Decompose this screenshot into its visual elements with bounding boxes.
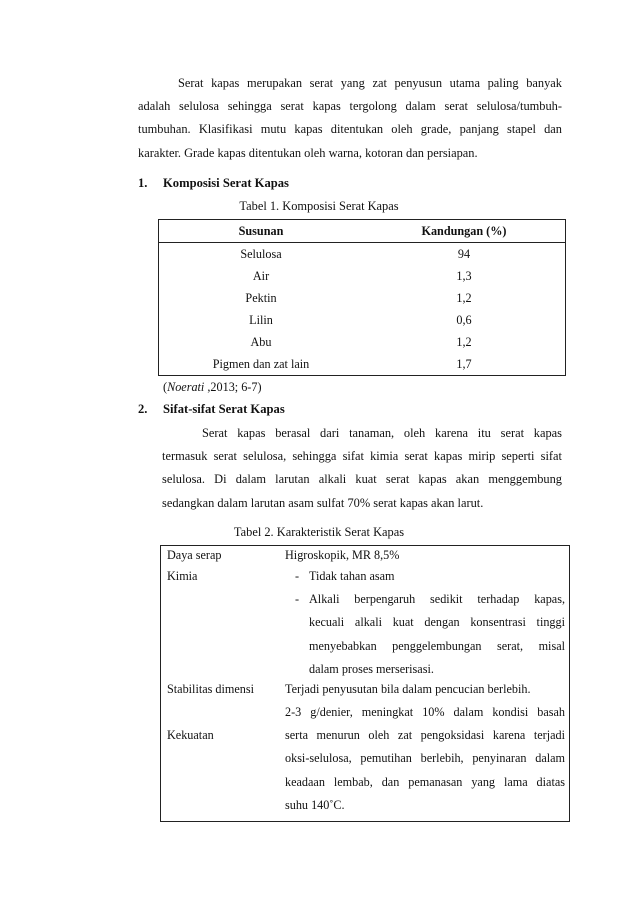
table-1-source — [163, 380, 262, 395]
cell-susunan: Air — [252, 268, 270, 283]
table-row — [159, 309, 566, 331]
cell-kandungan: 1,2 — [456, 334, 472, 349]
cell-susunan: Pigmen dan zat lain — [212, 356, 310, 371]
table-row — [159, 353, 566, 376]
table-row — [159, 287, 566, 309]
para-line: selulosa. Di dalam larutan alkali kuat serat kapas akan menggembung — [162, 472, 562, 487]
para-line: termasuk serat selulosa, sehingga sifat kimia serat kapas mirip seperti sifat — [162, 449, 562, 464]
cell-susunan: Selulosa — [240, 246, 282, 261]
para-line: sedangkan dalam larutan asam sulfat 70% serat kapas akan larut. — [162, 495, 484, 510]
para-line: Serat kapas berasal dari tanaman, oleh karena itu serat kapas — [202, 426, 562, 440]
table-1-caption: Tabel 1. Komposisi Serat Kapas — [239, 199, 399, 213]
intro-line: adalah selulosa sehingga serat kapas tergolong dalam serat selulosa/tumbuh- — [138, 99, 562, 114]
table-row — [159, 243, 566, 266]
composition-table — [158, 219, 566, 376]
section-title: Komposisi Serat Kapas — [163, 176, 289, 190]
cell-kandungan: 1,7 — [456, 356, 472, 371]
section-1-heading — [138, 176, 289, 191]
value-stabilitas: Terjadi penyusutan bila dalam pencucian berlebih. — [285, 682, 531, 696]
table-header-row — [159, 220, 566, 243]
section-number: 1. — [138, 176, 148, 190]
label-stabilitas: Stabilitas dimensi — [167, 682, 255, 696]
characteristics-table — [160, 545, 570, 822]
header-susunan: Susunan — [159, 220, 364, 243]
source-open: ( — [163, 380, 168, 394]
properties-paragraph — [162, 422, 562, 515]
cell-kandungan: 1,3 — [456, 268, 472, 283]
intro-line: Serat kapas merupakan serat yang zat penyusun utama paling banyak — [178, 76, 562, 90]
section-2-heading — [138, 402, 285, 417]
intro-paragraph — [138, 72, 562, 165]
header-kandungan: Kandungan (%) — [363, 220, 566, 243]
table-2-caption: Tabel 2. Karakteristik Serat Kapas — [233, 525, 405, 539]
cell-kandungan: 94 — [457, 246, 471, 261]
source-author: Noerati — [167, 380, 205, 394]
intro-line: karakter. Grade kapas ditentukan oleh warna, kotoran dan persiapan. — [138, 145, 478, 160]
label-kekuatan: Kekuatan — [167, 728, 214, 742]
cell-kandungan: 0,6 — [456, 312, 472, 327]
section-title: Sifat-sifat Serat Kapas — [163, 402, 285, 416]
section-number: 2. — [138, 402, 148, 416]
value-kekuatan: 2-3 g/denier, meningkat 10% dalam kondisi basah serta menurun oleh zat pengoksidasi karena terjadi oksi-selulosa, pemutihan berlebih, penyinaran dalam keadaan lembab, dan pemanasan yang lama diatas suhu 140˚C. — [285, 705, 565, 812]
table-row — [159, 331, 566, 353]
label-kimia: Kimia — [167, 569, 198, 583]
source-rest: ,2013; 6-7) — [204, 380, 262, 394]
cell-kandungan: 1,2 — [456, 290, 472, 305]
cell-susunan: Lilin — [249, 312, 273, 327]
cell-susunan: Pektin — [245, 290, 277, 305]
bullet-dash: - — [295, 569, 300, 583]
kimia-bullet-1: - Tidak tahan asam — [285, 565, 565, 588]
bullet-dash: - — [295, 592, 300, 607]
intro-line: tumbuhan. Klasifikasi mutu kapas ditentukan oleh grade, panjang stapel dan — [138, 122, 562, 137]
cell-susunan: Abu — [250, 334, 272, 349]
value-kimia — [285, 565, 565, 681]
table-row — [159, 265, 566, 287]
kimia-bullet-2: - Alkali berpengaruh sedikit terhadap kapas, kecuali alkali kuat dengan konsentrasi tinggi menyebabkan penggelembungan serat, misal dalam proses merserisasi. — [285, 588, 565, 681]
value-daya-serap: Higroskopik, MR 8,5% — [285, 548, 400, 562]
label-daya-serap: Daya serap — [167, 548, 222, 562]
